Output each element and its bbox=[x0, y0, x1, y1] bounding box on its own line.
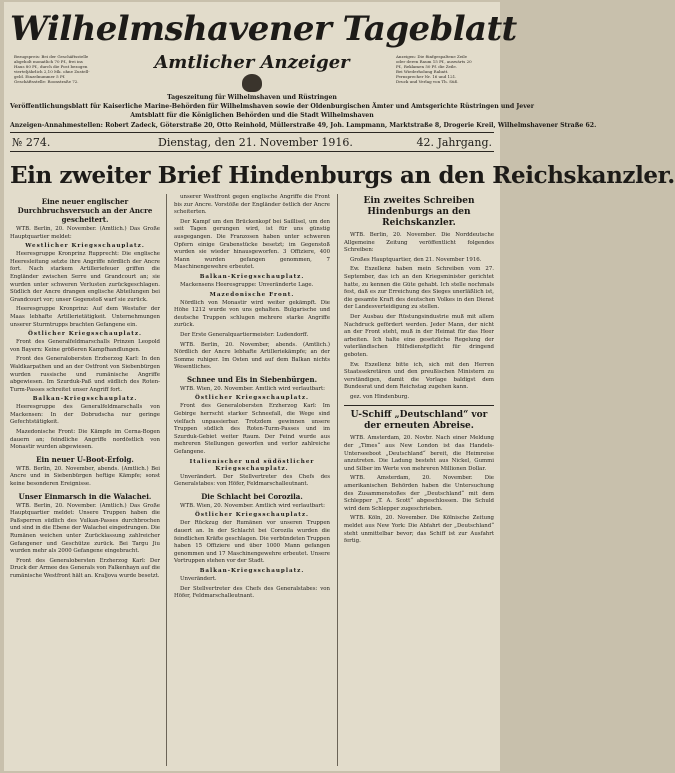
article-heading: Unser Einmarsch in die Walachei. bbox=[18, 491, 152, 501]
article-text: Front des Generalobersten Erzherzog Karl: Der Druck der Armee des Generals von Falkenhayn auf die rumänische Westfront hält an. Kraljova wurde besetzt. bbox=[10, 557, 160, 579]
article-text: Front des Generalobersten Erzherzog Karl: In den Waldkarpathen und an der Ostfront von Siebenbürgen wurden russische und rumänische Angriffe abgewiesen. Im Szurduk-Paß und südlich des Roten-Turm-Passes schreitet unser Angriff fort. bbox=[10, 356, 160, 393]
article-heading: Die Schlacht bei Corozila. bbox=[201, 491, 303, 501]
article-text: Ew. Exzellenz haben mein Schreiben vom 27. September, das ich an den Kriegsminister gerichtet hatte, zu kennen die Güte gehabt. Ich stelle nochmals fest, daß es zur Erreichung des Sieges unerläßlich ist, die gesamte Kraft des deutschen Volkes in den Dienst der Landesverteidigung zu stellen. bbox=[344, 266, 494, 311]
article-text: Mazedonische Front: Die Kämpfe im Cerna-Bogen dauern an; feindliche Angriffe nordöstlich von Monastir wurden abgewiesen. bbox=[10, 429, 160, 451]
article-text: WTB. Berlin, 20. November. (Amtlich.) Das Große Hauptquartier meldet: bbox=[10, 226, 160, 240]
article-text: Mackensens Heeresgruppe: Unveränderte Lage. bbox=[180, 281, 314, 288]
subscription-line: abgeholt monatlich 70 Pf., frei ins bbox=[14, 59, 83, 64]
advertising-line: Pf., Reklamen 50 Pf. die Zeile. bbox=[396, 64, 458, 69]
newspaper-title: Wilhelmshavener Tageblatt bbox=[10, 9, 517, 49]
article-text: Der Stellvertreter des Chefs des Generalstabes: von Höfer, Feldmarschalleutnant. bbox=[174, 585, 330, 600]
article-heading: U-Schiff „Deutschland“ vor der erneuten Abreise. bbox=[350, 410, 488, 432]
section-heading: Östlicher Kriegsschauplatz. bbox=[27, 331, 143, 338]
article-heading: Schnee und Eis in Siebenbürgen. bbox=[186, 374, 318, 384]
section-heading: Östlicher Kriegsschauplatz. bbox=[194, 512, 310, 519]
article-text: Nördlich von Monastir wird weiter gekämpft. Die Höhe 1212 wurde von uns gehalten. Bulgarische und deutsche Truppen schlugen mehrere starke Angriffe zurück. bbox=[174, 299, 330, 329]
article-signature: gez. von Hindenburg. bbox=[350, 393, 410, 400]
section-heading: Balkan-Kriegsschauplatz. bbox=[199, 567, 305, 574]
column-left bbox=[10, 194, 160, 769]
article-text: Unverändert. Der Stellvertreter des Chefs des Generalstabes: von Höfer, Feldmarschalleutnant. bbox=[174, 473, 330, 488]
article-text: Front des Generalfeldmarschalls Prinzen Leopold von Bayern: Keine größeren Kampfhandlungen. bbox=[10, 339, 160, 353]
advertising-line: Anzeigen: Die fünfgespaltene Zeile bbox=[396, 54, 468, 59]
agencies-line: Anzeigen-Annahmestellen: Robert Zadeck, Göterstraße 20, Otto Reinhold, Müllerstraße 49, Joh. Lampmann, Marktstraße 8, Drogerie Kreil, Wilhelmshavener Straße 62. bbox=[10, 122, 597, 129]
article-text: WTB. Köln, 20. November. Die Kölnische Zeitung meldet aus New York: Die Abfahrt der „Deutschland“ steht unmittelbar bevor; das Schiff ist zur Ausfahrt fertig. bbox=[344, 515, 494, 545]
masthead-subline: Veröffentlichungsblatt für Kaiserliche Marine-Behörden für Wilhelmshaven sowie der Oldenburgischen Ämter und Amtsgerichte Rüstringen und Jever bbox=[10, 103, 534, 110]
subscription-line: Haus 80 Pf., durch die Post bezogen bbox=[14, 64, 88, 69]
article-text: Ew. Exzellenz bitte ich, sich mit den Herren Staatssekretären und den preußischen Ministern zu verständigen, damit die Vorlage baldigst dem Bundesrat und dem Reichstag zugehen kann. bbox=[344, 361, 494, 391]
column-divider bbox=[166, 194, 167, 766]
section-heading: Westlicher Kriegsschauplatz. bbox=[25, 243, 145, 250]
article-text: Unverändert. bbox=[180, 575, 217, 582]
article-text: WTB. Wien, 20. November. Amtlich wird verlautbart: bbox=[180, 502, 325, 509]
main-headline: Ein zweiter Brief Hindenburgs an den Reichskanzler. bbox=[10, 162, 675, 189]
subscription-line: Bezugspreis: Bei der Geschäftsstelle bbox=[14, 54, 89, 59]
article-heading: Ein neuer U-Boot-Erfolg. bbox=[36, 454, 134, 464]
section-heading: Östlicher Kriegsschauplatz. bbox=[194, 395, 310, 402]
advertising-line: Druck und Verlag von Th. Süß. bbox=[396, 79, 459, 84]
article-text: unserer Westfront gegen englische Angriffe die Front bis zur Ancre. Vorstöße der Engländer östlich der Ancre scheiterten. bbox=[174, 194, 330, 216]
section-heading: Balkan-Kriegsschauplatz. bbox=[32, 396, 138, 403]
advertising-box bbox=[396, 54, 488, 88]
advertising-line: oder deren Raum 15 Pf., auswärts 20 bbox=[396, 59, 472, 64]
subscription-line: vierteljährlich 2,10 Mk. ohne Zustell- bbox=[14, 69, 90, 74]
section-heading: Balkan-Kriegsschauplatz. bbox=[199, 273, 305, 280]
divider bbox=[10, 132, 494, 133]
masthead bbox=[4, 2, 597, 152]
advertising-line: Bei Wiederholung Rabatt. bbox=[396, 69, 449, 74]
subscription-line: Geschäftsstelle: Roonstraße 72. bbox=[14, 79, 79, 84]
masthead-subline: Amtsblatt für die Königlichen Behörden und die Stadt Wilhelmshaven bbox=[130, 112, 374, 119]
article-text: Der Kampf um den Brückenkopf bei Saillisel, um den seit Tagen gerungen wird, ist für uns günstig ausgegangen. Die Franzosen haben unter schweren Opfern einige Grabenstücke besetzt; im Gegenstoß wurden sie wieder hinausgeworfen. 3 Offiziere, 400 Mann wurden gefangen genommen, 7 Maschinengewehre erbeutet. bbox=[174, 218, 330, 271]
article-heading: Ein zweites Schreiben Hindenburgs an den Reichskanzler. bbox=[363, 196, 475, 228]
u-boat-article bbox=[344, 405, 494, 545]
column-divider bbox=[337, 194, 338, 766]
subscription-box bbox=[14, 54, 106, 88]
article-heading: Eine neuer englischer Durchbruchsversuch an der Ancre gescheitert. bbox=[17, 197, 153, 224]
subscription-line: geld. Einzelnummer 5 Pf. bbox=[14, 74, 66, 79]
section-heading: Mazedonische Front. bbox=[209, 291, 295, 298]
newspaper-page bbox=[4, 2, 675, 771]
article-text: WTB. Berlin, 20. November, abends. (Amtlich.) Bei Ancre und in Siebenbürgen heftige Kämpfe; sonst keine besonderen Ereignisse. bbox=[10, 465, 160, 488]
eagle-crest-icon bbox=[242, 74, 262, 92]
dateline bbox=[12, 136, 492, 150]
divider bbox=[10, 151, 494, 152]
masthead-subline: Tageszeitung für Wilhelmshaven und Rüstringen bbox=[167, 94, 337, 101]
column-middle bbox=[174, 194, 330, 769]
section-heading: Italienischer und südöstlicher Kriegsschauplatz. bbox=[189, 458, 315, 472]
article-text: WTB. Berlin, 20. November. (Amtlich.) Das Große Hauptquartier meldet: Unsere Truppen haben die Paßsperren südlich des Vulkan-Passes durchbrochen und sind in die Ebene der Walachei eingedrungen. Die Rumänen weichen unter Zurücklassung zahlreicher Gefangener und Geschütze zurück. Bei Targu Jiu wurden mehr als 2000 Gefangene eingebracht. bbox=[10, 502, 160, 555]
issue-number: № 274. bbox=[12, 136, 51, 149]
article-text: WTB. Amsterdam, 20. Novbr. Nach einer Meldung der „Times“ aus New London ist das Handels-Unterseeboot „Deutschland“ bereit, die Heimreise anzutreten. Die Ladung besteht aus Nickel, Gummi und Silber im Werte von mehreren Millionen Dollar. bbox=[344, 435, 494, 472]
article-text: Der Rückzug der Rumänen vor unseren Truppen dauert an. In der Schlacht bei Corozila wurden die feindlichen Kräfte geschlagen. Die verbündeten Truppen haben 15 Offiziere und über 1000 Mann gefangen genommen und 17 Maschinengewehre erbeutet. Unsere Vortruppen stehen vor der Stadt. bbox=[174, 520, 330, 565]
article-text: WTB. Wien, 20. November. Amtlich wird verlautbart: bbox=[180, 385, 325, 392]
article-text: WTB. Berlin, 20. November. Die Norddeutsche Allgemeine Zeitung veröffentlicht folgendes Schreiben: bbox=[344, 232, 494, 254]
issue-date: Dienstag, den 21. November 1916. bbox=[158, 136, 353, 149]
article-text: Front des Generalobersten Erzherzog Karl: Im Gebirge herrscht starker Schneefall, die Wege sind vielfach unpassierbar. Trotzdem gewinnen unsere Truppen südlich des Roten-Turm-Passes und im Szurduk-Gebiet weiter Raum. Der Feind wurde aus mehreren Stellungen geworfen und verlor zahlreiche Gefangene. bbox=[174, 403, 330, 456]
article-text: Heeresgruppe des Generalfeldmarschalls von Mackensen: In der Dobrudscha nur geringe Gefechtstätigkeit. bbox=[10, 404, 160, 426]
column-right bbox=[344, 194, 494, 769]
newspaper-subtitle: Amtlicher Anzeiger bbox=[154, 52, 350, 73]
advertising-line: Fernsprecher Nr. 16 und 121. bbox=[396, 74, 457, 79]
issue-volume: 42. Jahrgang. bbox=[416, 136, 492, 149]
article-text: Der Ausbau der Rüstungsindustrie muß mit allem Nachdruck gefördert werden. Jeder Mann, der nicht an der Front steht, muß in der Heimat für das Heer arbeiten. Ich halte eine gesetzliche Regelung der vaterländischen Hilfsdienstpflicht für dringend geboten. bbox=[344, 313, 494, 358]
article-text: Der Erste Generalquartiermeister: Ludendorff. bbox=[180, 331, 309, 338]
article-text: WTB. Berlin, 20. November, abends. (Amtlich.) Nördlich der Ancre lebhafte Artilleriekämpfe; an der Somme ruhiger. Im Osten und auf dem Balkan nichts Wesentliches. bbox=[174, 341, 330, 371]
article-text: WTB. Amsterdam, 20. November. Die amerikanischen Behörden haben die Untersuchung des Zusammenstoßes der „Deutschland“ mit dem Schlepper „T. A. Scott“ abgeschlossen. Die Schuld wird dem Schlepper zugeschrieben. bbox=[344, 475, 494, 512]
article-text: Heeresgruppe Kronprinz: Auf dem Westufer der Maas lebhafte Artillerietätigkeit. Unternehmungen unserer Sturmtrupps brachten Gefangene ein. bbox=[10, 306, 160, 328]
article-text: Großes Hauptquartier, den 21. November 1916. bbox=[350, 256, 482, 263]
article-text: Heeresgruppe Kronprinz Rupprecht: Die englische Heeresleitung setzte ihre Angriffe nördlich der Ancre fort. Nach starkem Artilleriefeuer griffen die Engländer zwischen Serre und Grandcourt an; sie wurden unter schweren Verlusten zurückgeschlagen. Südlich der Ancre drangen englische Abteilungen bei Grandcourt vor; unser Gegenstoß warf sie zurück. bbox=[10, 251, 160, 303]
